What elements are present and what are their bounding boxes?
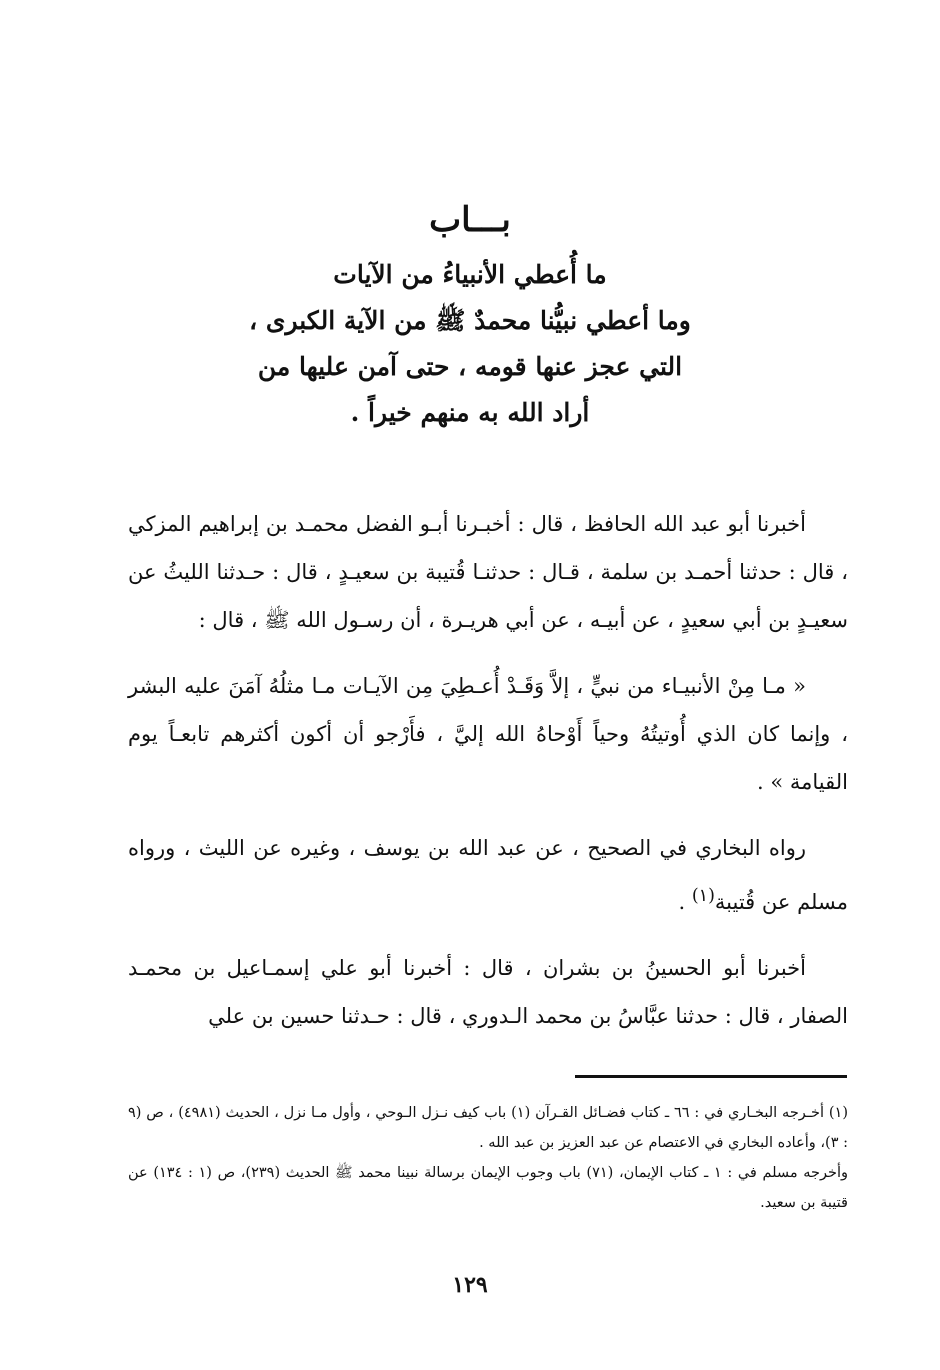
body-text xyxy=(128,500,848,1058)
paragraph-isnad-1: أخبرنا أبو عبد الله الحافظ ، قال : أخبـرنا أبـو الفضل محمـد بن إبراهيم المزكي ، قال : حدثنا أحمـد بن سلمة ، قـال : حدثنـا قُتيبة بن سعيـدٍ ، قال : حـدثنا الليثُ عن سعيـدٍ بن أبي سعيدٍ ، عن أبيـه ، عن أبي هريـرة ، أن رسـول الله ﷺ ، قال : xyxy=(128,512,848,632)
heading-line-3: التي عجز عنها قومه ، حتى آمن عليها من xyxy=(257,352,683,381)
takhrij-text: رواه البخاري في الصحيح ، عن عبد الله بن يوسف ، وغيره عن الليث ، ورواه مسلم عن قُتيبة xyxy=(128,836,848,914)
paragraph-hadith-text: « مـا مِنْ الأنبيـاء من نبيٍّ ، إلاَّ وَقَـدْ أُعـطِيَ مِن الآيـات مـا مثلُهُ آمَنَ عليه البشر ، وإنما كان الذي أُوتيتُهُ وحياً أَوْحاهُ الله إليَّ ، فأَرْجو أن أكون أكثرهم تابعـاً يوم القيامة » . xyxy=(128,674,848,794)
footnote-reference: (١) xyxy=(691,886,715,906)
paragraph-isnad-2: أخبرنا أبو الحسينُ بن بشران ، قال : أخبرنا أبو علي إسمـاعيل بن محمـد الصفار ، قال : حدثنا عبَّاسُ بن محمد الـدوري ، قال : حـدثنا حسين بن علي xyxy=(128,956,848,1028)
heading-line-4: أراد الله به منهم خيراً . xyxy=(350,398,590,427)
chapter-heading xyxy=(150,200,790,436)
heading-line-1: ما أُعطي الأنبياءُ من الآيات xyxy=(333,260,607,289)
footnote-1-continued: وأخرجه مسلم في : ١ ـ كتاب الإيمان، (٧١) باب وجوب الإيمان برسالة نبينا محمد ﷺ الحديث (٢٣٩)، ص (١ : ١٣٤) عن قتيبة بن سعيد. xyxy=(128,1165,848,1211)
footnote-divider xyxy=(575,1075,847,1078)
footnote-1: (١) أخـرجه البخـاري في : ٦٦ ـ كتاب فضـائل القـرآن (١) باب كيف نـزل الـوحي ، وأول مـا نزل ، الحديث (٤٩٨١) ، ص (٩ : ٣)، وأعاده البخاري في الاعتصام عن عبد العزيز بن عبد الله . xyxy=(128,1105,848,1151)
page-number: ١٢٩ xyxy=(452,1272,488,1298)
takhrij-tail: . xyxy=(678,890,692,914)
paragraph-takhrij xyxy=(128,824,848,926)
footnotes xyxy=(128,1098,848,1218)
chapter-label: بـــاب xyxy=(429,200,511,240)
heading-line-2: وما أعطي نبيُّنا محمدٌ ﷺ من الآية الكبرى ، xyxy=(249,306,691,335)
